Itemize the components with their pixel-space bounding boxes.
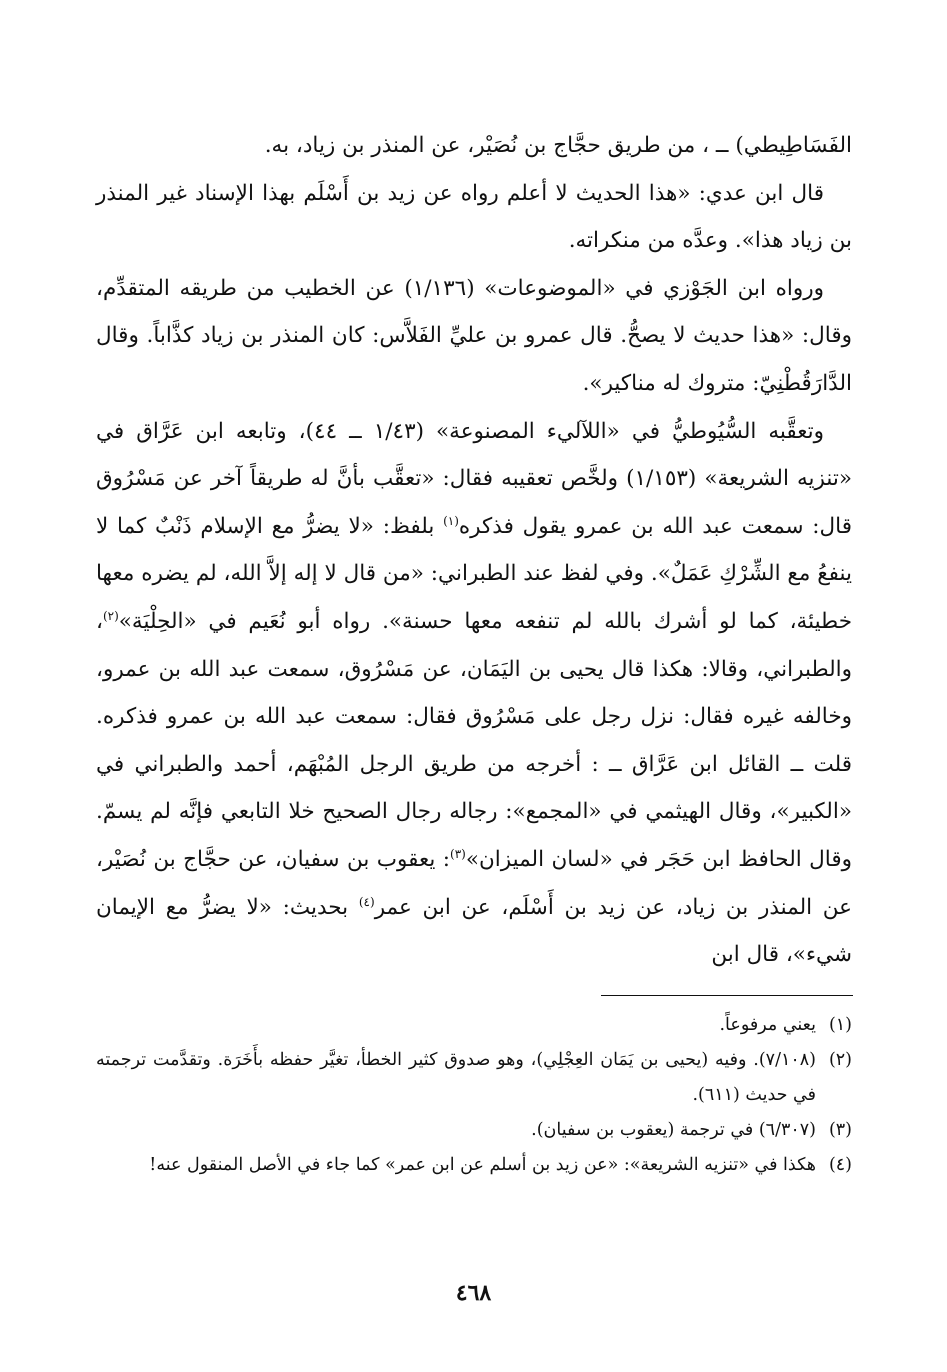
footnote-number: (٣) [828,1120,852,1140]
paragraph-2: قال ابن عدي: «هذا الحديث لا أعلم رواه عن زيد بن أَسْلَم بهذا الإسناد غير المنذر بن زياد هذا». وعدَّه من منكراته. [96,180,852,254]
page-number: ٤٦٨ [455,1280,492,1306]
paragraph-4-part-4: : يعقوب بن سفيان، عن حجَّاج بن نُصَيْر، عن المنذر بن زياد، عن زيد بن أَسْلَم، عن ابن عمر [96,846,852,920]
footnote-number: (٢) [828,1050,852,1070]
footnote-ref-3: (٣) [450,846,466,861]
footnotes [96,1008,852,1183]
paragraph-3: ورواه ابن الجَوْزي في «الموضوعات» (١/١٣٦) عن الخطيب من طريقه المتقدِّم، وقال: «هذا حديث لا يصحُّ. قال عمرو بن عليِّ الفَلاَّس: كان المنذر بن زياد كذَّاباً. وقال الدَّارَقُطْنِيّ: متروك له مناكير». [96,275,852,396]
paragraph-4-part-1: وتعقَّبه السُّيُوطيُّ في «اللآليء المصنوعة» (١/٤٣ ــ ٤٤)، وتابعه ابن عَرَّاق في «تنزيه الشريعة» (١/١٥٣) ولخَّص تعقيبه فقال: «تعقَّب بأنَّ له طريقاً آخر عن مَسْرُوق قال: سمعت عبد الله بن عمرو يقول فذكره [96,418,852,539]
footnote-number: (١) [828,1015,852,1035]
footnote-text: هكذا في «تنزيه الشريعة»: «عن زيد بن أسلم عن ابن عمر» كما جاء في الأصل المنقول عنه! [149,1155,816,1175]
footnote-separator [601,995,853,996]
paragraph-4-part-2: بلفظ: «لا يضرُّ مع الإسلام ذَنْبٌ كما لا ينفعُ مع الشِّرْكِ عَمَلٌ». وفي لفظ عند الطبراني: «من قال لا إله إلاَّ الله، لم يضره معها خطيئة، كما لو أشرك بالله لم تنفعه معها حسنة». رواه أبو نُعَيم في «الحِلْيَة» [96,513,852,634]
paragraph-4-part-3: ، والطبراني، وقالا: هكذا قال يحيى بن اليَمَان، عن مَسْرُوق، سمعت عبد الله بن عمرو، وخالفه غيره فقال: نزل رجل على مَسْرُوق فقال: سمعت عبد الله بن عمرو فذكره. قلت ــ القائل ابن عَرَّاق ــ : أخرجه من طريق الرجل المُبْهَم، أحمد والطبراني في «الكبير»، وقال الهيثمي في «المجمع»: رجاله رجال الصحيح خلا التابعي فإنَّه لم يسمّ. وقال الحافظ ابن حَجَر في «لسان الميزان» [96,608,852,872]
footnote-3 [96,1113,852,1148]
footnote-ref-2: (٢) [102,608,119,623]
footnote-text: يعني مرفوعاً. [719,1015,816,1035]
paragraph-4 [96,408,852,979]
footnote-ref-4: (٤) [358,894,375,909]
footnote-1 [96,1008,852,1043]
main-text [96,122,852,979]
footnote-2 [96,1043,852,1113]
paragraph-4-part-5: بحديث: «لا يضرُّ مع الإيمان شيء»، قال ابن [96,894,852,968]
footnote-number: (٤) [828,1155,852,1175]
paragraph-1: الفَسَاطِيطي) ــ ، من طريق حجَّاج بن نُصَيْر، عن المنذر بن زياد، به. [264,133,852,158]
footnote-ref-1: (١) [443,513,459,528]
footnote-4 [96,1148,852,1183]
footnote-text: (٧/١٠٨). وفيه (يحيى بن يَمَان العِجْلِي)، وهو صدوق كثير الخطأ، تغيَّر حفظه بأَخَرَة. وتقدَّمت ترجمته في حديث (٦١١). [96,1050,816,1105]
footnote-text: (٦/٣٠٧) في ترجمة (يعقوب بن سفيان). [531,1120,816,1140]
